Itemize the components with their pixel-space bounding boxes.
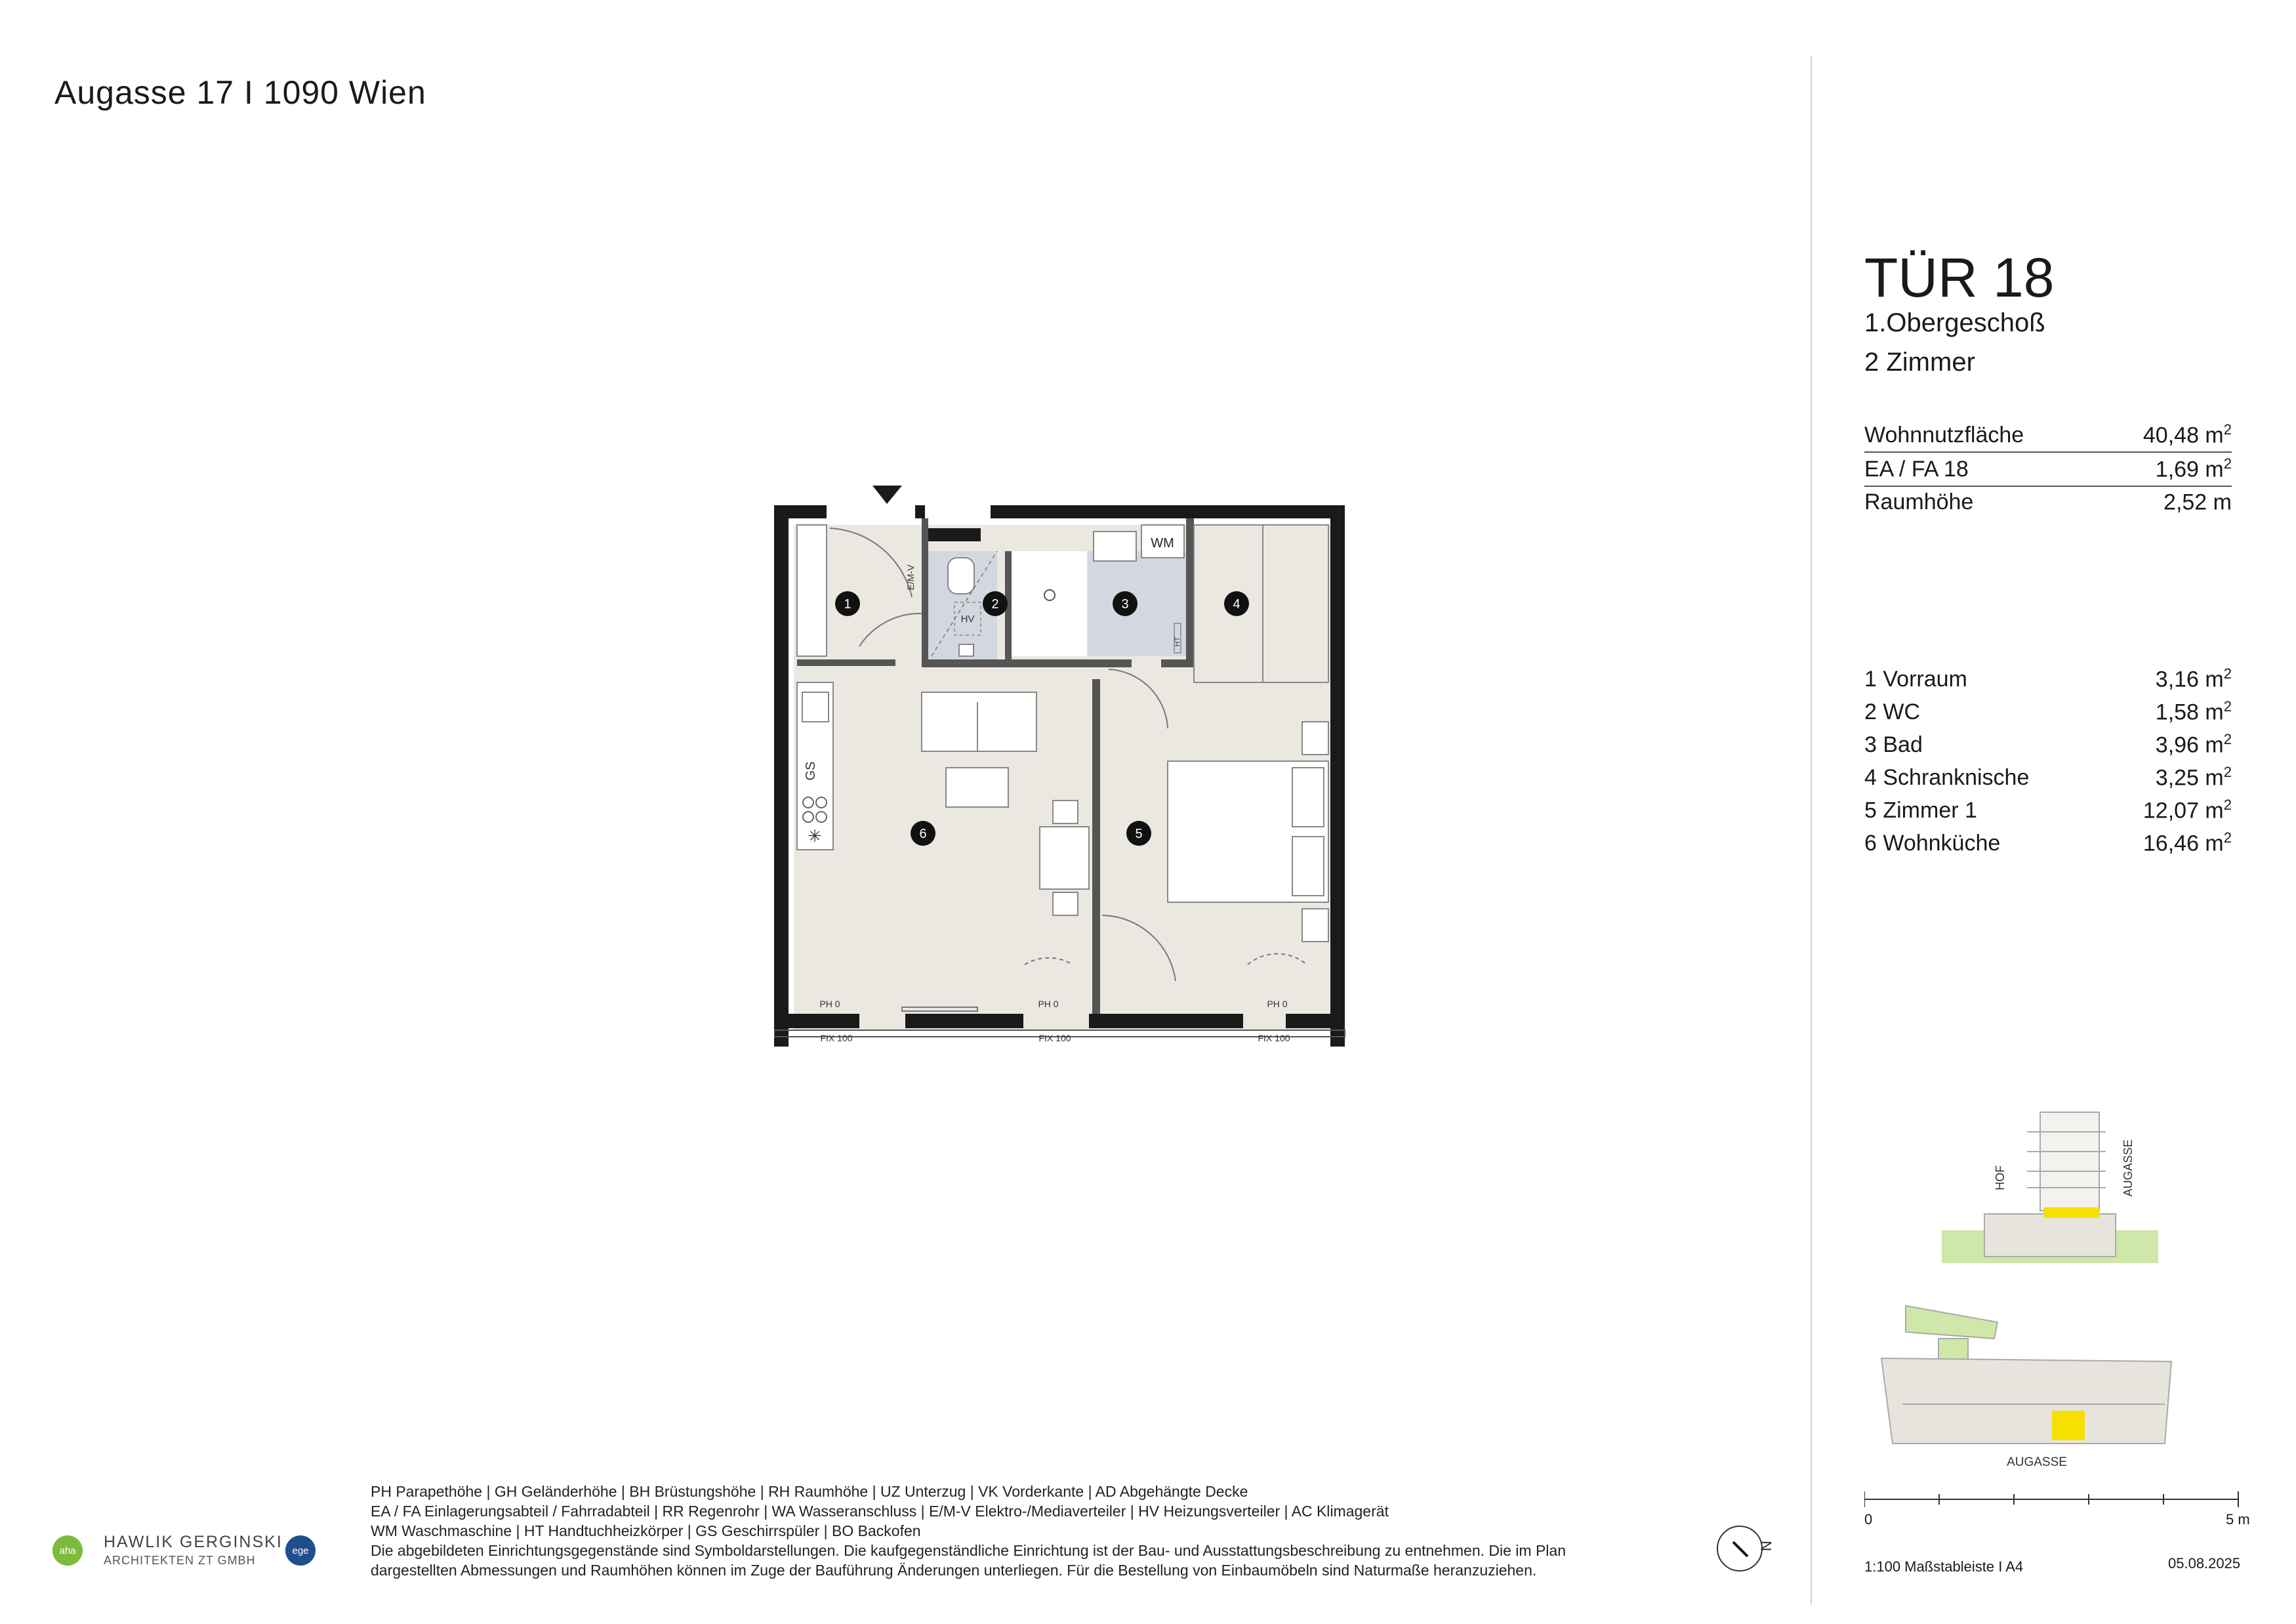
nightstand [1302,909,1328,942]
dining-chair [1053,801,1078,823]
room-marker-6 [911,821,935,846]
ph-label: PH 0 [1038,999,1059,1009]
section-key-plan [1929,1102,2178,1273]
toilet-icon [948,558,974,594]
wall-bottom-2 [905,1014,1023,1028]
wall-vorraum-bottom [797,659,895,666]
wc-basin [959,644,974,656]
floor-plan [774,479,1351,1056]
ege-logo-icon: ege [285,1535,316,1566]
ph-label: PH 0 [819,999,840,1009]
room-marker-1 [835,591,860,616]
summary-label: Wohnnutzfläche [1864,422,2024,448]
wall-wc-left [922,518,928,666]
summary-value: 2,52 m [2163,489,2232,515]
ph-label: PH 0 [1267,999,1288,1009]
logo-name: HAWLIK GERGINSKI [104,1533,283,1551]
summary-row [1864,419,2232,453]
wall-top-right [991,505,1338,518]
scale-zero-label: 0 [1864,1511,1873,1528]
wall-top-mid [915,505,925,518]
fix-label: FIX 100 [820,1033,853,1043]
scale-caption: 1:100 Maßstableiste I A4 [1864,1558,2024,1575]
logo-subtitle: ARCHITEKTEN ZT GMBH [104,1554,256,1567]
legend-line: dargestellten Abmessungen und Raumhöhen können im Zuge der Bauführung Änderungen unterliegen. Für die Bestellung von Einbaumöbeln sind Naturmaße heranzuziehen. [371,1562,1537,1579]
room-number: 2 [991,597,999,612]
room-number: 1 [844,597,851,612]
room-number: 4 [1233,597,1240,612]
summary-value: 1,69 $m^2$ [2155,455,2232,482]
legend-line: WM Waschmaschine | HT Handtuchheizkörper | GS Geschirrspüler | BO Backofen [371,1522,921,1539]
unit-floor: 1.Obergeschoß [1864,308,2045,337]
hv-label: HV [960,614,975,625]
legend-line: EA / FA Einlagerungsabteil / Fahrradabteil | RR Regenrohr | WA Wasseranschluss | E/M-V Elektro-/Mediaverteiler | HV Heizungsverteiler | AC Klimagerät [371,1503,1389,1520]
list-item: 6 Wohnküche 16,46 $m^2$ [1864,829,2232,856]
wall-bath-bottom-r [1161,659,1194,667]
architect-logo [52,1529,315,1581]
entrance-arrow-icon [872,486,902,504]
wall-left [774,505,789,1047]
summary-label: Raumhöhe [1864,489,1974,514]
wall-top-step [925,528,981,541]
project-address: Augasse 17 I 1090 Wien [54,74,426,111]
list-item: 4 Schranknische 3,25 $m^2$ [1864,764,2232,791]
freezer-icon: ✳ [808,827,822,846]
nightstand [1302,722,1328,755]
unit-highlight [2043,1207,2099,1218]
unit-title: TÜR 18 [1864,247,2055,308]
em-v-label: E/M-V [905,564,916,591]
coffee-table [946,768,1008,807]
bath-sink [1094,531,1136,561]
wall-room-divider [1092,679,1100,1014]
vertical-divider [1811,56,1812,1604]
wall-bath-right [1186,518,1194,666]
shower-fill [1012,551,1087,656]
legend-text [371,1482,1683,1580]
room-marker-4 [1224,591,1249,616]
wall-bottom-3 [1089,1014,1243,1028]
summary-row [1864,453,2232,487]
wall-bottom-4 [1286,1014,1345,1028]
list-item: 5 Zimmer 1 12,07 $m^2$ [1864,797,2232,823]
green-roof-area [1906,1306,1998,1339]
room-number: 3 [1121,597,1129,612]
unit-highlight [2052,1411,2085,1440]
wall-wet-bottom [922,659,1132,667]
fix-label: FIX 100 [1258,1033,1290,1043]
fix-label: FIX 100 [1038,1033,1071,1043]
room-number: 6 [919,827,927,841]
summary-label: EA / FA 18 [1864,456,1969,482]
unit-room-count: 2 Zimmer [1864,348,1975,377]
augasse-vertical-label: AUGASSE [2122,1139,2135,1197]
list-item: 2 WC 1,58 $m^2$ [1864,698,2232,725]
entry-cabinet [797,525,827,656]
list-item: 1 Vorraum 3,16 $m^2$ [1864,665,2232,692]
legend-line: Die abgebildeten Einrichtungsgegenstände sind Symboldarstellungen. Die kaufgegenständliche Einrichtung ist der Bau- und Ausstattungsbeschreibung zu entnehmen. Die im Plan [371,1542,1566,1559]
summary-value: 40,48 $m^2$ [2142,421,2232,448]
hof-label: HOF [1994,1165,2007,1190]
pillow [1292,768,1324,827]
plan-date: 05.08.2025 [2168,1555,2241,1572]
building-tower [2040,1112,2099,1211]
north-label: N [1758,1541,1774,1551]
room-marker-3 [1113,591,1138,616]
wall-bottom-1 [774,1014,859,1028]
gs-label: GS [804,761,818,781]
building-base [1984,1214,2116,1257]
augasse-horizontal-label: AUGASSE [2007,1455,2067,1467]
room-number: 5 [1135,827,1143,841]
wall-right [1330,505,1345,1047]
list-item: 3 Bad 3,96 $m^2$ [1864,731,2232,758]
site-key-plan [1876,1302,2191,1467]
dining-chair [1053,892,1078,915]
scale-bar [1864,1486,2245,1512]
sofa [922,692,1036,751]
dining-table [1040,827,1089,889]
room-marker-2 [983,591,1008,616]
ht-label: HT [1174,636,1181,647]
building-footprint [1881,1358,2171,1444]
north-needle [1733,1542,1748,1556]
room-area-list [1864,663,2232,860]
north-arrow-icon [1713,1522,1776,1575]
legend-line: PH Parapethöhe | GH Geländerhöhe | BH Brüstungshöhe | RH Raumhöhe | UZ Unterzug | VK Vorderkante | AD Abgehängte Decke [371,1483,1248,1500]
aha-logo-icon: aha [52,1535,83,1566]
wm-label: WM [1151,536,1174,551]
summary-row [1864,486,2232,518]
pillow [1292,837,1324,896]
scale-five-label: 5 m [2226,1511,2250,1528]
room-marker-5 [1126,821,1151,846]
